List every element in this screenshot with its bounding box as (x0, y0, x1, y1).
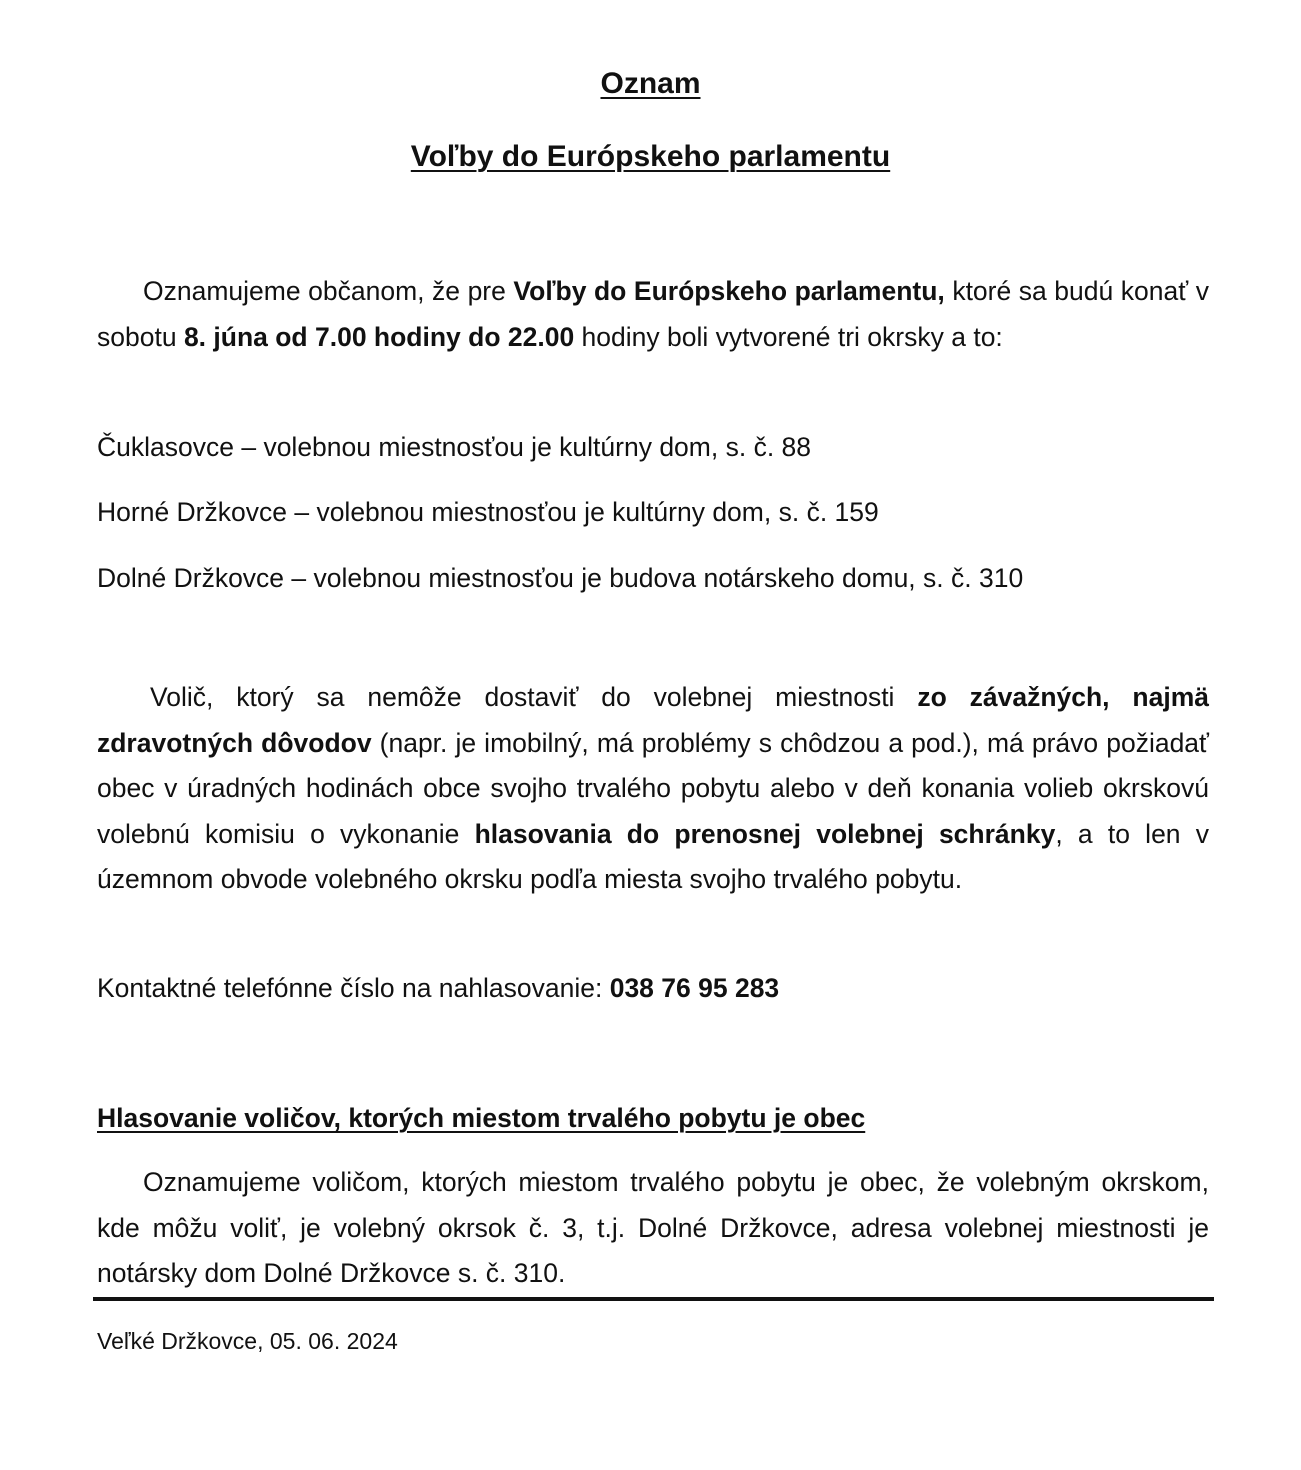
voter-bold-portable-box: hlasovania do prenosnej volebnej schránky (474, 818, 1056, 849)
section2-paragraph: Oznamujeme voličom, ktorých miestom trvalého pobytu je obec, že volebným okrskom, kde môžu voliť, je volebný okrsok č. 3, t.j. Dolné Držkovce, adresa volebnej miestnosti je notársky dom Dolné Držkovce s. č. 310. (97, 1167, 1209, 1288)
divider-rule (93, 1297, 1214, 1301)
voter-text-2: (napr. je imobilný, má problémy s chôdzou a pod.), má právo požiadať obec v úradných hodinách obce svojho trvalého pobytu alebo v deň konania volieb okrskovú volebnú komisiu o vykonanie (97, 727, 1209, 849)
intro-text-2: ktoré sa budú konať v sobotu (97, 276, 1209, 352)
contact-phone: 038 76 95 283 (609, 973, 780, 1003)
voter-text-1: Volič, ktorý sa nemôže dostaviť do volebnej miestnosti (150, 682, 918, 712)
section2-heading: Hlasovanie voličov, ktorých miestom trvalého pobytu je obec (97, 1103, 866, 1133)
contact-label: Kontaktné telefónne číslo na nahlasovanie: (97, 973, 610, 1003)
intro-bold-elections: Voľby do Európskeho parlamentu, (513, 276, 945, 306)
contact-line (97, 970, 1237, 1006)
intro-paragraph (97, 269, 1209, 360)
district-dolne-drzkovce: Dolné Držkovce – volebnou miestnosťou je budova notárskeho domu, s. č. 310 (97, 563, 1024, 593)
intro-text-1: Oznamujeme občanom, že pre (143, 276, 514, 306)
notice-subtitle: Voľby do Európskeho parlamentu (410, 140, 891, 173)
voter-bold-reasons: zo závažných, najmä zdravotných dôvodov (97, 682, 1209, 758)
place-date: Veľké Držkovce, 05. 06. 2024 (97, 1328, 398, 1354)
voter-paragraph (97, 675, 1209, 903)
district-cuklasovce: Čuklasovce – volebnou miestnosťou je kultúrny dom, s. č. 88 (97, 432, 812, 462)
notice-title: Oznam (600, 67, 701, 100)
intro-text-3: hodiny boli vytvorené tri okrsky a to: (574, 321, 1003, 352)
voter-text-3: , a to len v územnom obvode volebného okrsku podľa miesta svojho trvalého pobytu. (97, 818, 1210, 894)
district-horne-drzkovce: Horné Držkovce – volebnou miestnosťou je kultúrny dom, s. č. 159 (97, 497, 879, 527)
intro-bold-date-time: 8. júna od 7.00 hodiny do 22.00 (183, 321, 575, 352)
